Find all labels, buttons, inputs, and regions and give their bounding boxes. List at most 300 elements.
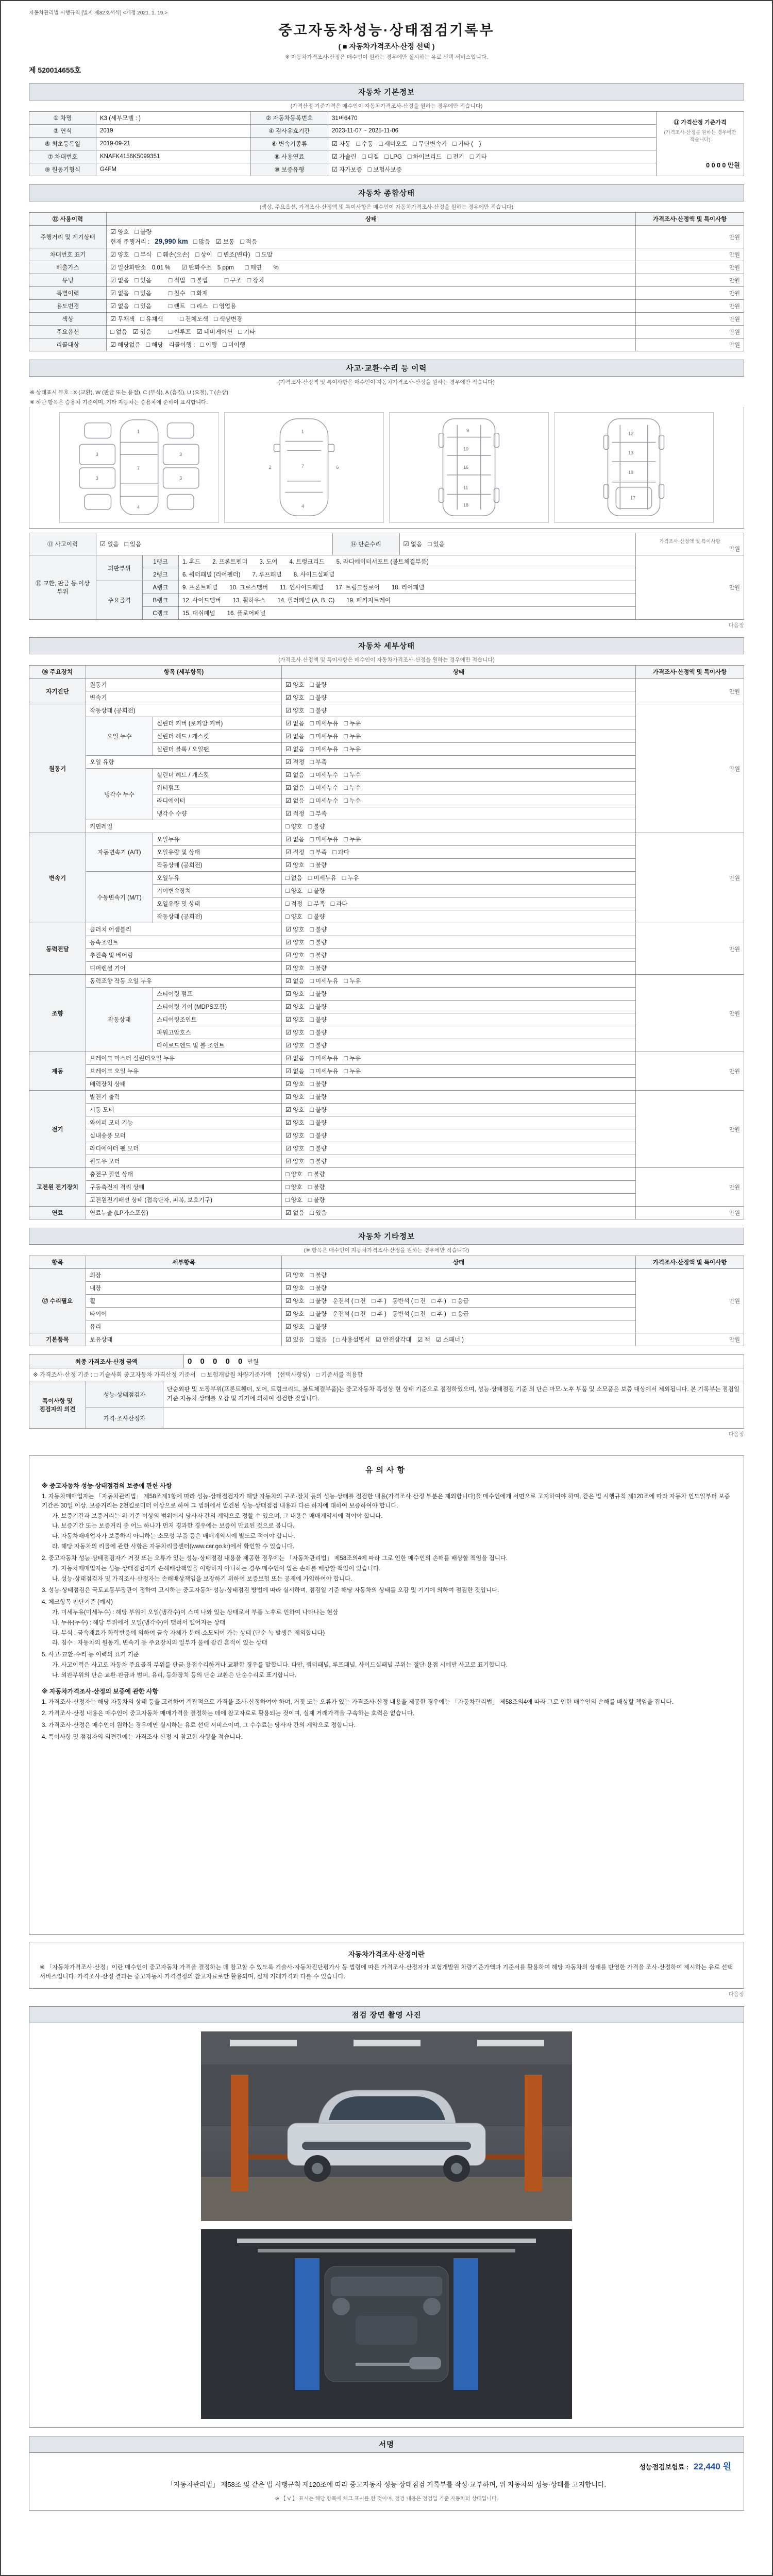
check-option[interactable] (285, 809, 304, 818)
checkbox-icon[interactable]: □ (310, 1093, 314, 1100)
check-option[interactable] (310, 977, 338, 985)
checkbox-icon[interactable]: □ (344, 836, 348, 843)
check-option[interactable] (146, 341, 163, 349)
check-option[interactable] (110, 263, 146, 272)
check-option[interactable] (310, 835, 338, 843)
checkbox-checked-icon[interactable]: ☑ (285, 1042, 292, 1049)
checkbox-icon[interactable]: □ (344, 720, 348, 727)
check-option[interactable] (310, 719, 338, 727)
check-option[interactable] (141, 315, 163, 323)
checkbox-checked-icon[interactable]: ☑ (285, 1310, 292, 1317)
checkbox-checked-icon[interactable]: ☑ (285, 1119, 292, 1126)
checkbox-icon[interactable]: □ (168, 290, 173, 297)
check-option[interactable] (310, 1015, 327, 1024)
checkbox-checked-icon[interactable]: ☑ (132, 328, 139, 335)
checkbox-icon[interactable]: □ (310, 1003, 314, 1010)
checkbox-icon[interactable]: □ (310, 681, 314, 688)
check-option[interactable] (285, 1284, 304, 1292)
checkbox-icon[interactable]: □ (168, 302, 173, 310)
checkbox-icon[interactable]: □ (342, 874, 346, 882)
check-option[interactable] (169, 289, 186, 297)
checkbox-icon[interactable]: □ (191, 290, 195, 297)
checkbox-checked-icon[interactable]: ☑ (196, 328, 203, 335)
checkbox-icon[interactable]: □ (168, 277, 173, 284)
check-option[interactable] (344, 977, 361, 985)
check-option[interactable] (285, 1041, 304, 1049)
check-option[interactable] (332, 152, 357, 161)
check-option[interactable] (181, 263, 212, 272)
check-option[interactable] (310, 1067, 338, 1075)
check-option[interactable] (285, 925, 304, 934)
check-option[interactable] (404, 540, 422, 548)
check-option[interactable] (310, 964, 327, 972)
check-option[interactable] (310, 990, 327, 998)
check-option[interactable] (344, 719, 361, 727)
checkbox-checked-icon[interactable]: ☑ (285, 849, 292, 856)
checkbox-icon[interactable]: □ (285, 900, 290, 907)
check-option[interactable] (408, 152, 442, 161)
check-option[interactable] (285, 771, 304, 779)
checkbox-icon[interactable]: □ (135, 290, 139, 297)
checkbox-icon[interactable]: □ (285, 1183, 290, 1191)
checkbox-icon[interactable]: □ (308, 823, 312, 830)
check-option[interactable] (218, 250, 250, 259)
checkbox-icon[interactable]: □ (135, 251, 139, 258)
check-option[interactable] (308, 912, 325, 921)
check-option[interactable] (470, 152, 487, 161)
checkbox-icon[interactable]: □ (310, 784, 314, 791)
checkbox-icon[interactable]: □ (285, 1171, 290, 1178)
check-option[interactable] (135, 228, 152, 236)
check-option[interactable] (344, 1054, 361, 1062)
checkbox-icon[interactable]: □ (308, 887, 312, 894)
checkbox-checked-icon[interactable]: ☑ (285, 1323, 292, 1330)
check-option[interactable] (285, 1003, 304, 1011)
checkbox-icon[interactable]: □ (310, 720, 314, 727)
check-option[interactable] (135, 289, 152, 297)
check-option[interactable] (285, 874, 303, 882)
checkbox-checked-icon[interactable]: ☑ (285, 990, 292, 997)
checkbox-checked-icon[interactable]: ☑ (285, 1106, 292, 1113)
checkbox-icon[interactable]: □ (310, 861, 314, 869)
check-option[interactable] (308, 887, 325, 895)
checkbox-checked-icon[interactable]: ☑ (285, 1132, 292, 1139)
checkbox-icon[interactable]: □ (285, 823, 290, 830)
check-option[interactable] (225, 276, 242, 284)
checkbox-icon[interactable]: □ (310, 836, 314, 843)
check-option[interactable] (197, 328, 233, 336)
check-option[interactable] (310, 796, 338, 805)
check-option[interactable] (308, 874, 337, 882)
check-option[interactable] (310, 1106, 327, 1114)
check-option[interactable] (135, 276, 152, 284)
checkbox-checked-icon[interactable]: ☑ (332, 140, 338, 147)
checkbox-icon[interactable]: □ (310, 952, 314, 959)
checkbox-checked-icon[interactable]: ☑ (332, 153, 338, 160)
check-option[interactable] (110, 228, 129, 236)
check-option[interactable] (169, 276, 186, 284)
check-option[interactable] (310, 951, 327, 959)
check-option[interactable] (310, 1271, 327, 1279)
check-option[interactable] (285, 835, 304, 843)
check-option[interactable] (285, 1028, 304, 1037)
check-option[interactable] (285, 1183, 303, 1191)
check-option[interactable] (100, 540, 119, 548)
check-option[interactable] (110, 302, 129, 310)
checkbox-icon[interactable]: □ (240, 238, 244, 245)
check-option[interactable] (238, 328, 255, 336)
check-option[interactable] (342, 874, 359, 882)
checkbox-icon[interactable]: □ (310, 849, 314, 856)
checkbox-icon[interactable]: □ (452, 140, 457, 147)
check-option[interactable] (285, 951, 304, 959)
checkbox-icon[interactable]: □ (310, 810, 314, 817)
check-option[interactable] (285, 1335, 304, 1344)
checkbox-icon[interactable]: □ (310, 1336, 314, 1343)
check-option[interactable] (356, 140, 373, 148)
check-option[interactable] (285, 1093, 304, 1101)
check-option[interactable] (310, 1157, 327, 1165)
checkbox-checked-icon[interactable]: ☑ (285, 1029, 292, 1036)
check-option[interactable] (308, 822, 325, 831)
check-option[interactable] (285, 1144, 304, 1153)
checkbox-icon[interactable]: □ (285, 1196, 290, 1204)
checkbox-icon[interactable]: □ (238, 328, 242, 335)
checkbox-icon[interactable]: □ (135, 228, 139, 235)
checkbox-checked-icon[interactable]: ☑ (110, 315, 116, 323)
check-option[interactable] (247, 276, 264, 284)
checkbox-icon[interactable]: □ (310, 1272, 314, 1279)
checkbox-icon[interactable]: □ (310, 1016, 314, 1023)
checkbox-checked-icon[interactable]: ☑ (285, 694, 292, 701)
check-option[interactable] (344, 796, 361, 805)
check-option[interactable] (310, 784, 338, 792)
check-option[interactable] (285, 758, 304, 766)
checkbox-icon[interactable]: □ (407, 153, 412, 160)
checkbox-icon[interactable]: □ (193, 238, 197, 245)
check-option[interactable] (310, 1028, 327, 1037)
check-option[interactable] (285, 719, 304, 727)
check-option[interactable] (310, 848, 327, 856)
checkbox-checked-icon[interactable]: ☑ (285, 861, 292, 869)
checkbox-checked-icon[interactable]: ☑ (285, 939, 292, 946)
checkbox-icon[interactable]: □ (256, 251, 260, 258)
checkbox-icon[interactable]: □ (308, 874, 312, 882)
checkbox-icon[interactable]: □ (310, 771, 314, 778)
checkbox-icon[interactable]: □ (245, 264, 249, 271)
check-option[interactable] (285, 1310, 304, 1318)
check-option[interactable] (344, 771, 361, 779)
checkbox-icon[interactable]: □ (469, 153, 474, 160)
checkbox-checked-icon[interactable]: ☑ (110, 264, 116, 271)
checkbox-checked-icon[interactable]: ☑ (110, 251, 116, 258)
check-option[interactable] (285, 693, 304, 702)
checkbox-icon[interactable]: □ (427, 540, 432, 548)
check-option[interactable] (285, 964, 304, 972)
checkbox-checked-icon[interactable]: ☑ (215, 238, 222, 245)
check-option[interactable] (193, 238, 210, 246)
checkbox-checked-icon[interactable]: ☑ (285, 1003, 292, 1010)
checkbox-icon[interactable]: □ (135, 302, 139, 310)
checkbox-icon[interactable]: □ (191, 302, 195, 310)
check-option[interactable] (285, 861, 304, 869)
checkbox-icon[interactable]: □ (224, 277, 229, 284)
checkbox-checked-icon[interactable]: ☑ (285, 810, 292, 817)
checkbox-checked-icon[interactable]: ☑ (285, 1067, 292, 1075)
check-option[interactable] (195, 250, 212, 259)
checkbox-checked-icon[interactable]: ☑ (285, 784, 292, 791)
checkbox-icon[interactable]: □ (247, 277, 251, 284)
checkbox-icon[interactable]: □ (285, 913, 290, 920)
checkbox-icon[interactable]: □ (344, 733, 348, 740)
checkbox-checked-icon[interactable]: ☑ (285, 1093, 292, 1100)
checkbox-icon[interactable]: □ (223, 341, 227, 348)
check-option[interactable] (310, 681, 327, 689)
check-option[interactable] (344, 732, 361, 740)
check-option[interactable] (310, 1041, 327, 1049)
check-option[interactable] (285, 796, 304, 805)
check-option[interactable] (285, 912, 303, 921)
checkbox-icon[interactable]: □ (310, 990, 314, 997)
checkbox-icon[interactable]: □ (308, 913, 312, 920)
check-option[interactable] (285, 1297, 304, 1305)
checkbox-checked-icon[interactable]: ☑ (285, 681, 292, 688)
checkbox-icon[interactable]: □ (310, 1106, 314, 1113)
checkbox-icon[interactable]: □ (146, 341, 150, 348)
check-option[interactable] (214, 315, 242, 323)
checkbox-icon[interactable]: □ (310, 745, 314, 753)
check-option[interactable] (447, 152, 464, 161)
check-option[interactable] (310, 809, 327, 818)
check-option[interactable] (285, 1054, 304, 1062)
checkbox-icon[interactable]: □ (110, 328, 114, 335)
check-option[interactable] (285, 784, 304, 792)
check-option[interactable] (285, 1209, 304, 1217)
checkbox-icon[interactable]: □ (310, 733, 314, 740)
checkbox-checked-icon[interactable]: ☑ (285, 1055, 292, 1062)
check-option[interactable] (368, 165, 402, 174)
checkbox-checked-icon[interactable]: ☑ (110, 290, 116, 297)
check-option[interactable] (285, 1271, 304, 1279)
checkbox-icon[interactable]: □ (310, 1132, 314, 1139)
checkbox-icon[interactable]: □ (310, 1158, 314, 1165)
check-option[interactable] (110, 276, 129, 284)
check-option[interactable] (310, 1080, 327, 1088)
check-option[interactable] (310, 1054, 338, 1062)
check-option[interactable] (344, 784, 361, 792)
checkbox-icon[interactable]: □ (344, 784, 348, 791)
checkbox-icon[interactable]: □ (310, 1284, 314, 1292)
check-option[interactable] (223, 341, 245, 349)
check-option[interactable] (216, 238, 234, 246)
check-option[interactable] (310, 1003, 327, 1011)
check-option[interactable] (310, 771, 338, 779)
check-option[interactable] (308, 1196, 325, 1204)
check-option[interactable] (362, 152, 379, 161)
check-option[interactable] (285, 1106, 304, 1114)
check-option[interactable] (310, 1297, 327, 1305)
checkbox-icon[interactable]: □ (344, 977, 348, 985)
check-option[interactable] (285, 1015, 304, 1024)
check-option[interactable] (285, 900, 303, 908)
checkbox-icon[interactable]: □ (140, 315, 145, 323)
checkbox-icon[interactable]: □ (213, 315, 218, 323)
checkbox-icon[interactable]: □ (310, 1080, 314, 1088)
checkbox-icon[interactable]: □ (344, 1055, 348, 1062)
checkbox-icon[interactable]: □ (135, 277, 139, 284)
check-option[interactable] (413, 140, 447, 148)
check-option[interactable] (308, 1170, 325, 1178)
check-option[interactable] (310, 758, 327, 766)
check-option[interactable] (332, 140, 350, 148)
checkbox-icon[interactable]: □ (330, 900, 335, 907)
check-option[interactable] (344, 835, 361, 843)
checkbox-checked-icon[interactable]: ☑ (285, 952, 292, 959)
check-option[interactable] (157, 250, 190, 259)
checkbox-icon[interactable]: □ (310, 707, 314, 714)
checkbox-checked-icon[interactable]: ☑ (285, 964, 292, 972)
checkbox-checked-icon[interactable]: ☑ (332, 166, 338, 173)
check-option[interactable] (285, 1118, 304, 1127)
checkbox-checked-icon[interactable]: ☑ (403, 540, 409, 548)
check-option[interactable] (285, 977, 304, 985)
checkbox-icon[interactable]: □ (344, 771, 348, 778)
checkbox-checked-icon[interactable]: ☑ (181, 264, 188, 271)
checkbox-checked-icon[interactable]: ☑ (285, 1209, 292, 1216)
check-option[interactable] (285, 938, 304, 946)
checkbox-checked-icon[interactable]: ☑ (285, 1080, 292, 1088)
check-option[interactable] (452, 140, 481, 148)
checkbox-icon[interactable]: □ (310, 694, 314, 701)
check-option[interactable] (110, 315, 135, 323)
check-option[interactable] (310, 1144, 327, 1153)
check-option[interactable] (344, 1067, 361, 1075)
checkbox-icon[interactable]: □ (356, 140, 360, 147)
checkbox-icon[interactable]: □ (332, 849, 337, 856)
check-option[interactable] (310, 861, 327, 869)
check-option[interactable] (308, 900, 325, 908)
check-option[interactable] (110, 289, 129, 297)
check-option[interactable] (285, 1157, 304, 1165)
check-option[interactable] (285, 732, 304, 740)
checkbox-icon[interactable]: □ (310, 1297, 314, 1304)
checkbox-icon[interactable]: □ (308, 1183, 312, 1191)
checkbox-icon[interactable]: □ (310, 939, 314, 946)
checkbox-icon[interactable]: □ (384, 153, 389, 160)
checkbox-checked-icon[interactable]: ☑ (285, 771, 292, 778)
check-option[interactable] (110, 250, 129, 259)
check-option[interactable] (245, 263, 262, 272)
checkbox-icon[interactable]: □ (344, 797, 348, 804)
check-option[interactable] (332, 165, 362, 174)
check-option[interactable] (110, 328, 127, 336)
checkbox-icon[interactable]: □ (310, 1310, 314, 1317)
check-option[interactable] (384, 153, 402, 160)
checkbox-icon[interactable]: □ (344, 745, 348, 753)
checkbox-icon[interactable]: □ (157, 251, 161, 258)
checkbox-checked-icon[interactable]: ☑ (100, 540, 106, 548)
check-option[interactable] (310, 693, 327, 702)
checkbox-checked-icon[interactable]: ☑ (285, 745, 292, 753)
check-option[interactable] (285, 990, 304, 998)
check-option[interactable] (310, 745, 338, 753)
check-option[interactable] (310, 706, 327, 715)
check-option[interactable] (310, 1323, 327, 1331)
checkbox-checked-icon[interactable]: ☑ (285, 733, 292, 740)
check-option[interactable] (285, 822, 303, 831)
checkbox-icon[interactable]: □ (195, 251, 199, 258)
checkbox-icon[interactable]: □ (310, 758, 314, 766)
checkbox-icon[interactable]: □ (179, 315, 184, 323)
check-option[interactable] (428, 540, 445, 548)
checkbox-icon[interactable]: □ (310, 926, 314, 933)
check-option[interactable] (133, 328, 152, 336)
check-option[interactable] (331, 900, 348, 908)
checkbox-icon[interactable]: □ (310, 1145, 314, 1152)
check-option[interactable] (310, 1335, 327, 1344)
checkbox-icon[interactable]: □ (310, 1029, 314, 1036)
check-option[interactable] (200, 341, 217, 349)
checkbox-icon[interactable]: □ (285, 887, 290, 894)
check-option[interactable] (310, 938, 327, 946)
check-option[interactable] (285, 681, 304, 689)
check-option[interactable] (310, 1284, 327, 1292)
check-option[interactable] (213, 302, 236, 310)
check-option[interactable] (169, 302, 186, 310)
check-option[interactable] (110, 341, 141, 349)
check-option[interactable] (240, 238, 257, 246)
checkbox-icon[interactable]: □ (379, 140, 383, 147)
checkbox-icon[interactable]: □ (168, 328, 173, 335)
check-option[interactable] (310, 1131, 327, 1140)
check-option[interactable] (191, 302, 208, 310)
checkbox-icon[interactable]: □ (217, 251, 222, 258)
check-option[interactable] (310, 925, 327, 934)
checkbox-checked-icon[interactable]: ☑ (110, 228, 116, 235)
checkbox-icon[interactable]: □ (310, 797, 314, 804)
checkbox-icon[interactable]: □ (310, 1042, 314, 1049)
checkbox-icon[interactable]: □ (191, 277, 195, 284)
checkbox-icon[interactable]: □ (310, 1067, 314, 1075)
check-option[interactable] (285, 1196, 303, 1204)
check-option[interactable] (191, 276, 208, 284)
checkbox-icon[interactable]: □ (310, 1119, 314, 1126)
check-option[interactable] (310, 1093, 327, 1101)
checkbox-icon[interactable]: □ (308, 900, 312, 907)
checkbox-checked-icon[interactable]: ☑ (285, 977, 292, 985)
checkbox-icon[interactable]: □ (308, 1196, 312, 1204)
checkbox-icon[interactable]: □ (285, 874, 290, 882)
check-option[interactable] (191, 289, 208, 297)
checkbox-icon[interactable]: □ (447, 153, 451, 160)
checkbox-icon[interactable]: □ (344, 1067, 348, 1075)
checkbox-checked-icon[interactable]: ☑ (285, 1016, 292, 1023)
checkbox-checked-icon[interactable]: ☑ (110, 277, 116, 284)
checkbox-checked-icon[interactable]: ☑ (285, 1272, 292, 1279)
check-option[interactable] (135, 302, 152, 310)
checkbox-icon[interactable]: □ (308, 1171, 312, 1178)
check-option[interactable] (285, 1131, 304, 1140)
checkbox-icon[interactable]: □ (310, 977, 314, 985)
check-option[interactable] (344, 745, 361, 753)
checkbox-icon[interactable]: □ (124, 540, 128, 548)
checkbox-icon[interactable]: □ (213, 302, 217, 310)
checkbox-icon[interactable]: □ (413, 140, 417, 147)
check-option[interactable] (169, 328, 191, 336)
checkbox-checked-icon[interactable]: ☑ (285, 836, 292, 843)
check-option[interactable] (285, 1067, 304, 1075)
check-option[interactable] (124, 540, 141, 548)
